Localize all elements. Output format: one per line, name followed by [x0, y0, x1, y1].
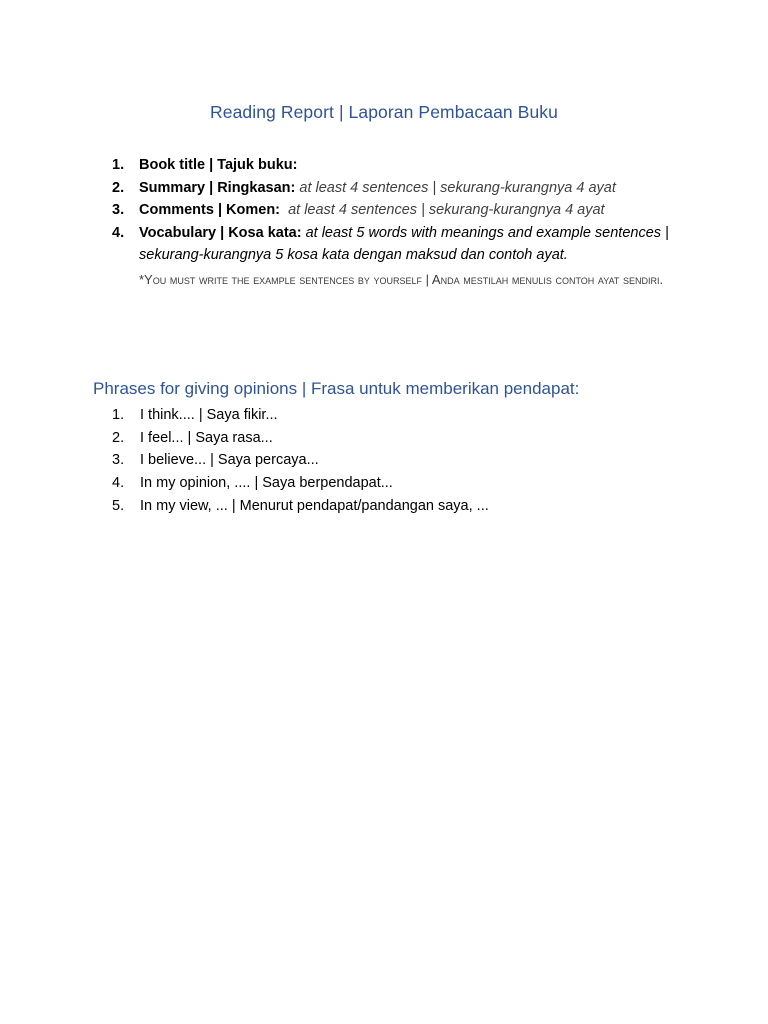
phrases-list [112, 404, 712, 518]
list-number: 1. [112, 157, 125, 173]
requirement-item-book-title [112, 154, 712, 177]
phrase-item [112, 404, 712, 427]
list-number: 1. [112, 407, 125, 423]
phrase-item [112, 427, 712, 450]
list-number: 4. [112, 224, 125, 241]
phrase-text: I feel... | Saya rasa... [140, 429, 273, 446]
list-number: 2. [112, 179, 125, 196]
requirement-label: Vocabulary | Kosa kata: [139, 224, 302, 241]
phrase-text: I believe... | Saya percaya... [140, 452, 319, 469]
requirement-item-summary [112, 177, 712, 200]
requirement-label: Book title | Tajuk buku: [139, 157, 298, 173]
list-number: 3. [112, 202, 125, 218]
phrase-item [112, 472, 712, 495]
phrase-text: I think.... | Saya fikir... [140, 407, 278, 423]
requirement-detail: at least 4 sentences | sekurang-kurangnya 4 ayat [280, 202, 605, 218]
phrase-text: In my view, ... | Menurut pendapat/pandangan saya, ... [140, 497, 489, 514]
list-number: 4. [112, 475, 125, 492]
requirement-detail: at least 4 sentences | sekurang-kurangnya 4 ayat [295, 179, 616, 196]
requirement-label: Comments | Komen: [139, 202, 281, 218]
vocabulary-note: *You must write the example sentences by yourself | Anda mestilah menulis contoh ayat sendiri. [139, 271, 664, 287]
phrase-item [112, 495, 712, 518]
phrase-text: In my opinion, .... | Saya berpendapat... [140, 475, 393, 492]
requirements-list [112, 154, 712, 291]
requirement-item-comments [112, 199, 712, 222]
requirement-item-vocabulary [112, 222, 712, 291]
list-number: 5. [112, 497, 125, 514]
list-number: 3. [112, 452, 125, 469]
requirement-label: Summary | Ringkasan: [139, 179, 296, 196]
page-title: Reading Report | Laporan Pembacaan Buku [210, 102, 558, 122]
list-number: 2. [112, 429, 125, 446]
phrase-item [112, 449, 712, 472]
phrases-heading: Phrases for giving opinions | Frasa untuk memberikan pendapat: [93, 379, 580, 398]
requirement-detail: at least 5 words with meanings and example sentences | sekurang-kurangnya 5 kosa kata dengan maksud dan contoh ayat. [139, 224, 669, 263]
